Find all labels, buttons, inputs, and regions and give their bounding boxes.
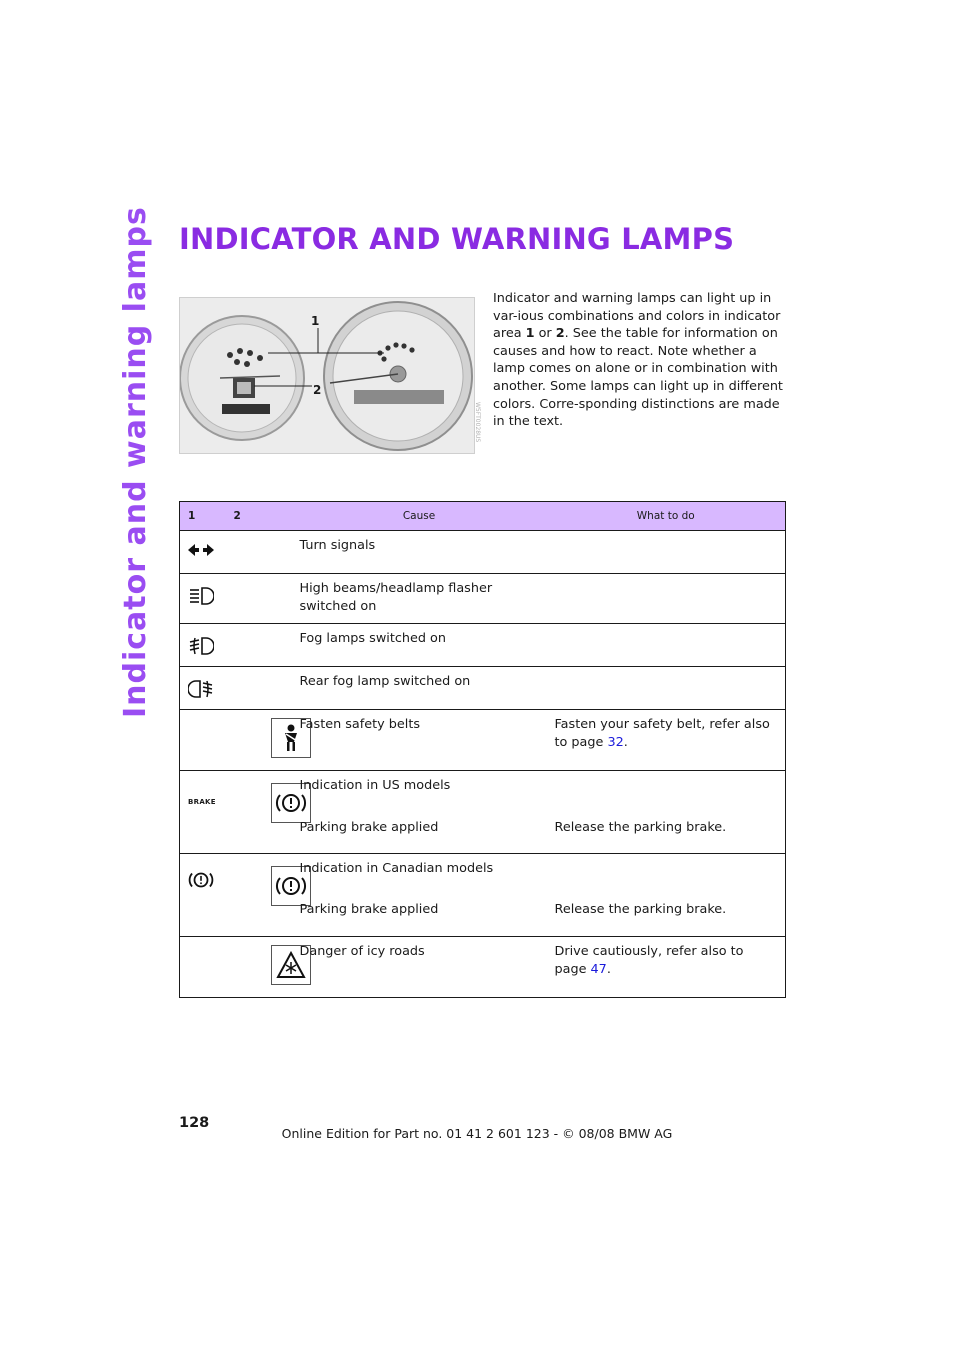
table-row bbox=[180, 854, 786, 937]
table-row bbox=[180, 624, 786, 667]
cause-cell: Rear fog lamp switched on bbox=[292, 667, 547, 710]
cause-cell: Fog lamps switched on bbox=[292, 624, 547, 667]
todo-cell bbox=[547, 667, 786, 710]
todo-end: . bbox=[606, 962, 611, 977]
rear-fog-lamp-icon bbox=[188, 679, 214, 699]
page-title-text: INDICATOR AND WARNING LAMPS bbox=[179, 222, 735, 256]
table-row bbox=[180, 574, 786, 624]
cause-cell: Indication in Canadian models bbox=[299, 861, 494, 876]
intro-text-3: . See the table for information on causes and how to react. Note whether a lamp comes on alone or in combination with another. Some lamps can light up in different colors. Corre-sponding distinctions are made in the text. bbox=[493, 326, 783, 430]
table-header-row bbox=[180, 502, 786, 531]
todo-cell: Release the parking brake. bbox=[554, 902, 727, 917]
table-row bbox=[180, 937, 786, 998]
page-link-32[interactable]: 32 bbox=[607, 735, 624, 750]
todo-cell: Release the parking brake. bbox=[554, 820, 727, 835]
todo-cell bbox=[547, 574, 786, 624]
callout-2: 2 bbox=[313, 383, 322, 397]
side-section-title: Indicator and warning lamps bbox=[118, 206, 153, 718]
parking-brake-icon bbox=[188, 870, 214, 890]
cause-cell: Fasten safety belts bbox=[292, 710, 547, 771]
footer-text: Online Edition for Part no. 01 41 2 601 123 - © 08/08 BMW AG bbox=[281, 1126, 673, 1141]
cause-cell: Indication in US models bbox=[299, 778, 451, 793]
todo-cell bbox=[547, 937, 786, 998]
cause-cell-2: Parking brake applied bbox=[299, 902, 439, 917]
callout-1: 1 bbox=[311, 314, 320, 328]
intro-area-1: 1 bbox=[525, 326, 535, 342]
intro-paragraph bbox=[493, 290, 785, 431]
brake-label: BRAKE bbox=[188, 798, 216, 806]
header-cause: Cause bbox=[292, 502, 547, 531]
header-area-2: 2 bbox=[226, 502, 292, 531]
intro-text-2: or bbox=[534, 326, 556, 342]
todo-cell bbox=[547, 531, 786, 574]
todo-end: . bbox=[623, 735, 628, 750]
todo-cell bbox=[547, 710, 786, 771]
cause-cell: Turn signals bbox=[292, 531, 547, 574]
todo-cell bbox=[547, 624, 786, 667]
figure-code: W5FT0028US bbox=[474, 402, 481, 443]
intro-area-2: 2 bbox=[555, 326, 565, 342]
indicator-table bbox=[179, 501, 786, 998]
page-title bbox=[179, 222, 734, 256]
page-number: 128 bbox=[179, 1115, 210, 1131]
header-area-1: 1 bbox=[180, 502, 226, 531]
table-row bbox=[180, 710, 786, 771]
cause-cell-2: Parking brake applied bbox=[299, 820, 439, 835]
instrument-cluster-illustration bbox=[180, 298, 474, 453]
table-row bbox=[180, 771, 786, 854]
header-what-to-do: What to do bbox=[547, 502, 786, 531]
fog-lamp-icon bbox=[188, 636, 214, 656]
table-row bbox=[180, 531, 786, 574]
turn-signal-icon bbox=[188, 543, 214, 557]
table-row bbox=[180, 667, 786, 710]
cause-cell: High beams/headlamp flasher switched on bbox=[292, 574, 547, 624]
page-link-47[interactable]: 47 bbox=[590, 962, 607, 977]
cause-cell: Danger of icy roads bbox=[292, 937, 547, 998]
high-beam-icon bbox=[188, 586, 214, 606]
instrument-cluster-figure bbox=[179, 297, 475, 454]
intro-text-1: Indicator and warning lamps can light up in var-ious combinations and colors in indicator area bbox=[493, 291, 781, 342]
todo-text: Drive cautiously, refer also to page bbox=[554, 944, 744, 977]
todo-text: Fasten your safety belt, refer also to page bbox=[554, 717, 770, 750]
